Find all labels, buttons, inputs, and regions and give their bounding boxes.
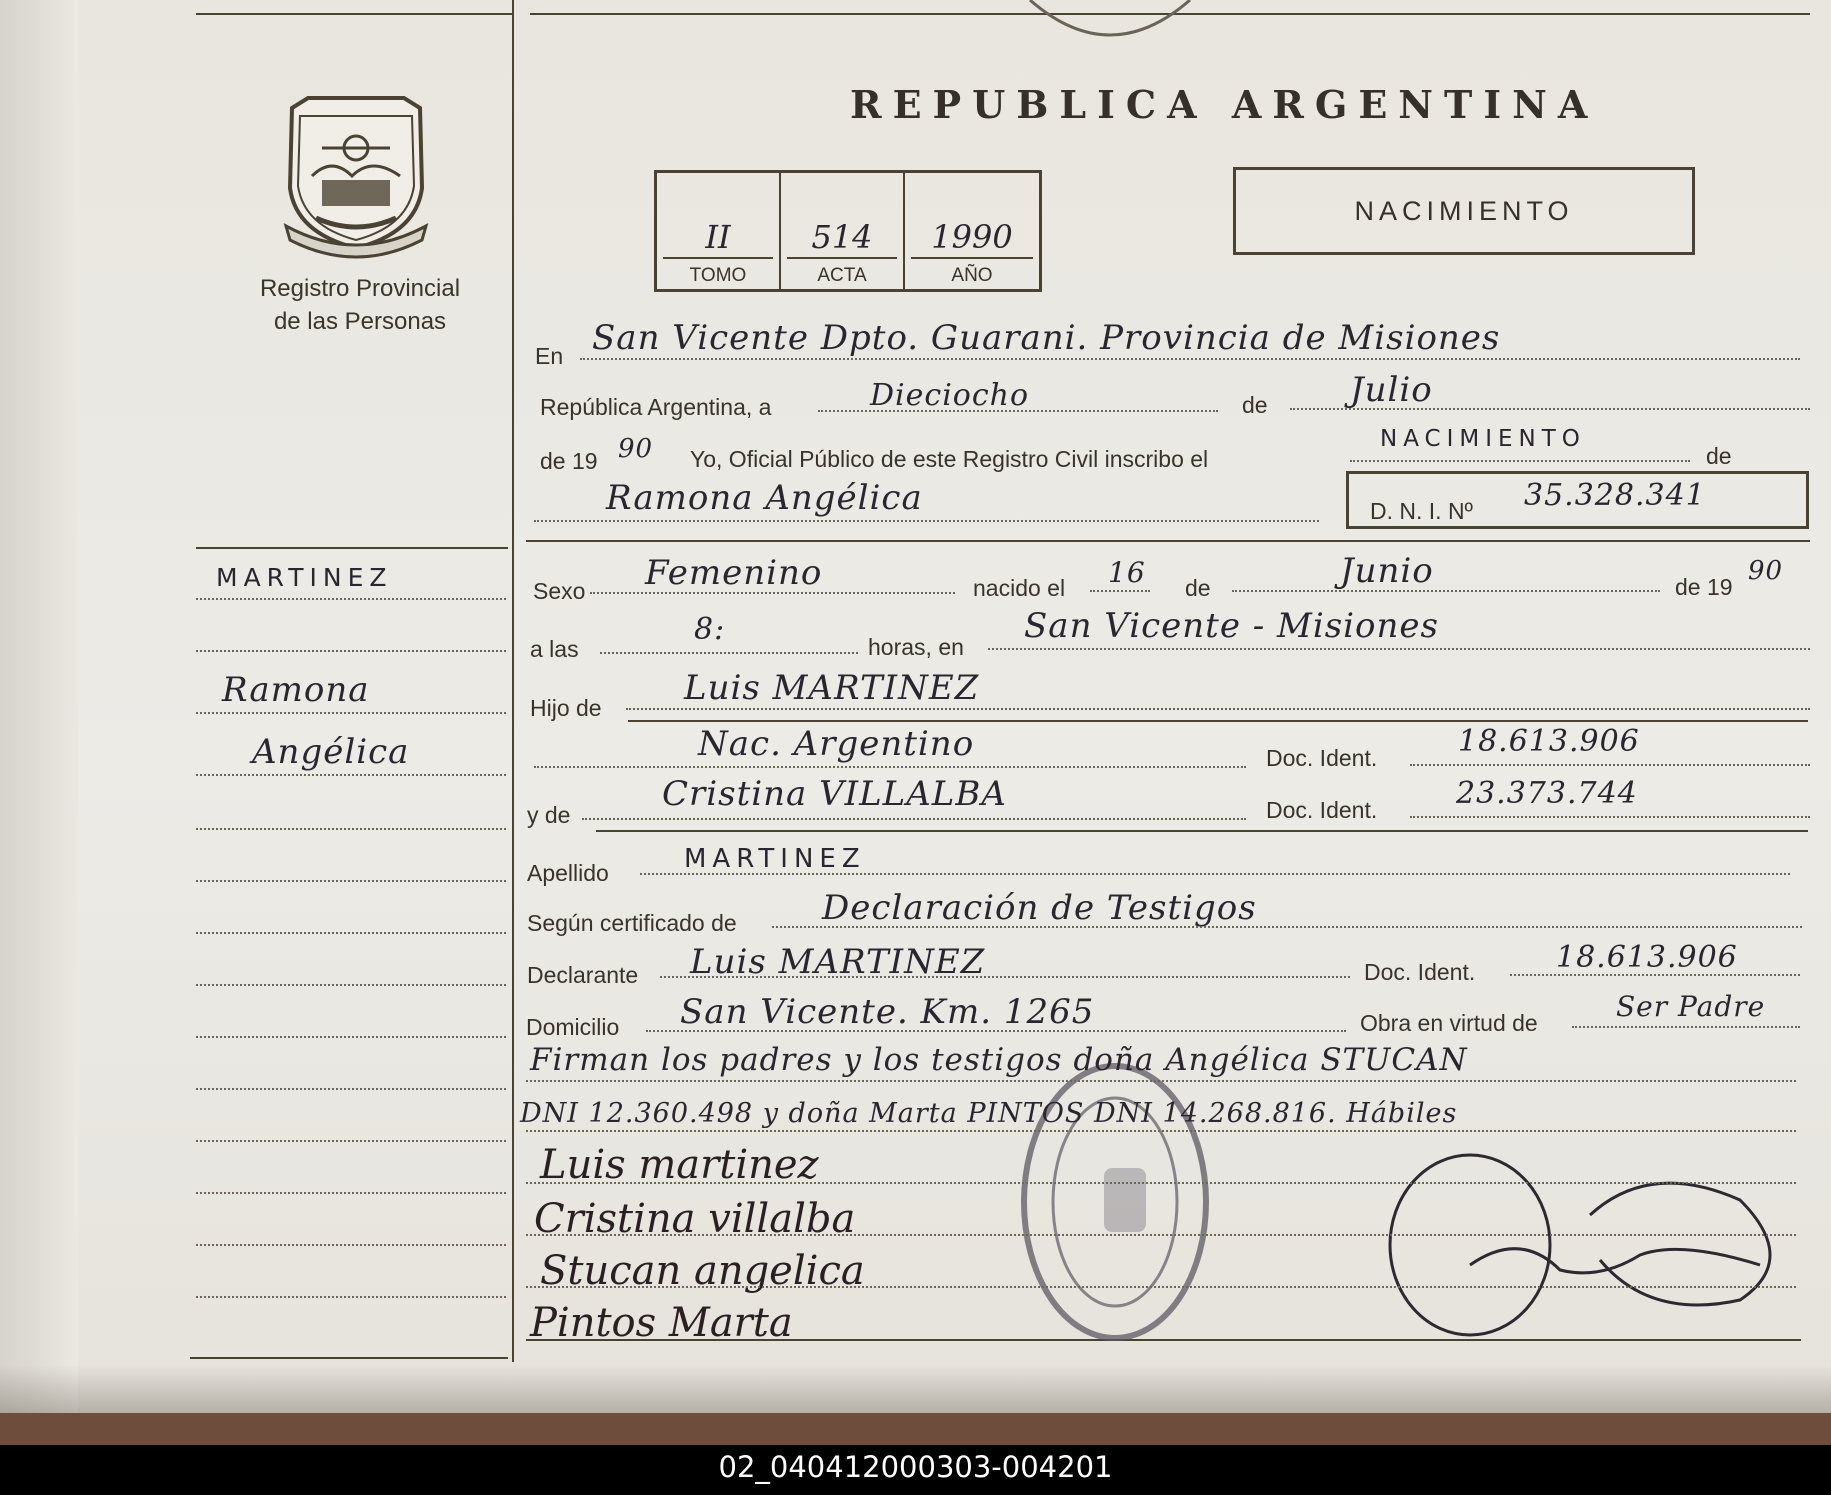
label-en: En (535, 343, 564, 369)
record-number-box (654, 170, 1042, 292)
document-title: REPUBLICA ARGENTINA (850, 82, 1599, 127)
label-yde: y de (527, 802, 571, 828)
label-year-prefix: de 19 (540, 448, 598, 474)
registry-line-1: Registro Provincial (259, 275, 461, 302)
field-year: 90 (618, 434, 654, 464)
label-domicilio: Domicilio (526, 1014, 620, 1040)
field-act-type: NACIMIENTO (1380, 426, 1586, 452)
label-doc-declarante: Doc. Ident. (1364, 959, 1476, 985)
field-obra: Ser Padre (1616, 990, 1766, 1023)
label-nacido: nacido el (973, 575, 1066, 601)
label-sexo: Sexo (533, 578, 586, 604)
notes-line-2: DNI 12.360.498 y doña Marta PINTOS DNI 14.268.816. Hábiles (520, 1098, 1458, 1129)
label-horas: horas, en (868, 634, 964, 660)
label-obra: Obra en virtud de (1360, 1010, 1538, 1036)
field-place: San Vicente Dpto. Guarani. Provincia de Misiones (592, 318, 1501, 358)
label-de-name: de (1706, 443, 1732, 469)
label-republica: República Argentina, a (540, 394, 772, 420)
acta-label: ACTA (817, 265, 867, 286)
anio-value: 1990 (931, 218, 1013, 256)
page-shadow (0, 1365, 1831, 1413)
field-birth-month: Junio (1340, 551, 1434, 591)
acta-cell (781, 173, 905, 289)
margin-first-name: Ramona (222, 670, 370, 710)
field-certificado: Declaración de Testigos (822, 888, 1257, 928)
field-birth-day: 16 (1108, 556, 1146, 589)
record-type-box: NACIMIENTO (1233, 167, 1695, 255)
margin-middle-name: Angélica (252, 732, 410, 772)
field-apellido: MARTINEZ (684, 844, 866, 874)
label-apellido: Apellido (527, 860, 609, 886)
label-segun: Según certificado de (527, 910, 737, 936)
label-doc-mother: Doc. Ident. (1266, 797, 1378, 823)
provincial-emblem-icon (286, 98, 426, 257)
field-father-nationality: Nac. Argentino (698, 724, 975, 764)
field-birth-year: 90 (1748, 556, 1784, 586)
field-father-name: Luis MARTINEZ (684, 668, 980, 708)
field-registrant-name: Ramona Angélica (606, 478, 923, 518)
anio-cell (905, 173, 1039, 289)
label-de-month: de (1242, 392, 1268, 418)
table-surface (0, 1413, 1831, 1445)
label-doc-father: Doc. Ident. (1266, 745, 1378, 771)
field-sexo: Femenino (645, 553, 823, 593)
anio-label: AÑO (951, 265, 993, 286)
field-domicilio: San Vicente. Km. 1265 (680, 992, 1095, 1032)
signature-4: Pintos Marta (530, 1300, 793, 1346)
image-caption: 02_040412000303-004201 (718, 1450, 1113, 1484)
signature-3: Stucan angelica (540, 1248, 865, 1294)
field-declarante-doc: 18.613.906 (1556, 940, 1738, 975)
label-de-birth-month: de (1185, 575, 1211, 601)
field-birth-place: San Vicente - Misiones (1024, 606, 1439, 646)
field-dni: 35.328.341 (1524, 478, 1706, 513)
registry-line-2: de las Personas (273, 308, 447, 335)
field-declarante: Luis MARTINEZ (690, 942, 986, 982)
label-alas: a las (530, 636, 579, 662)
label-declarante: Declarante (527, 962, 639, 988)
tomo-cell (657, 173, 781, 289)
signature-2: Cristina villalba (534, 1196, 856, 1242)
label-de19-birth: de 19 (1675, 574, 1733, 600)
field-day: Dieciocho (870, 378, 1030, 413)
top-seal-arc (1030, 0, 1190, 35)
label-dni: D. N. I. Nº (1370, 498, 1473, 524)
field-month: Julio (1350, 370, 1433, 410)
field-birth-hour: 8: (694, 612, 726, 647)
field-mother-name: Cristina VILLALBA (662, 774, 1007, 814)
label-yo: Yo, Oficial Público de este Registro Civil inscribo el (690, 446, 1209, 472)
field-father-doc: 18.613.906 (1458, 724, 1640, 759)
tomo-value: II (705, 218, 731, 256)
margin-surname: MARTINEZ (216, 563, 393, 592)
acta-value: 514 (811, 218, 873, 256)
field-mother-doc: 23.373.744 (1456, 776, 1638, 811)
notes-line-1: Firman los padres y los testigos doña Angélica STUCAN (530, 1042, 1468, 1078)
signature-1: Luis martinez (540, 1142, 819, 1188)
label-hijo: Hijo de (530, 695, 602, 721)
tomo-label: TOMO (689, 265, 747, 286)
